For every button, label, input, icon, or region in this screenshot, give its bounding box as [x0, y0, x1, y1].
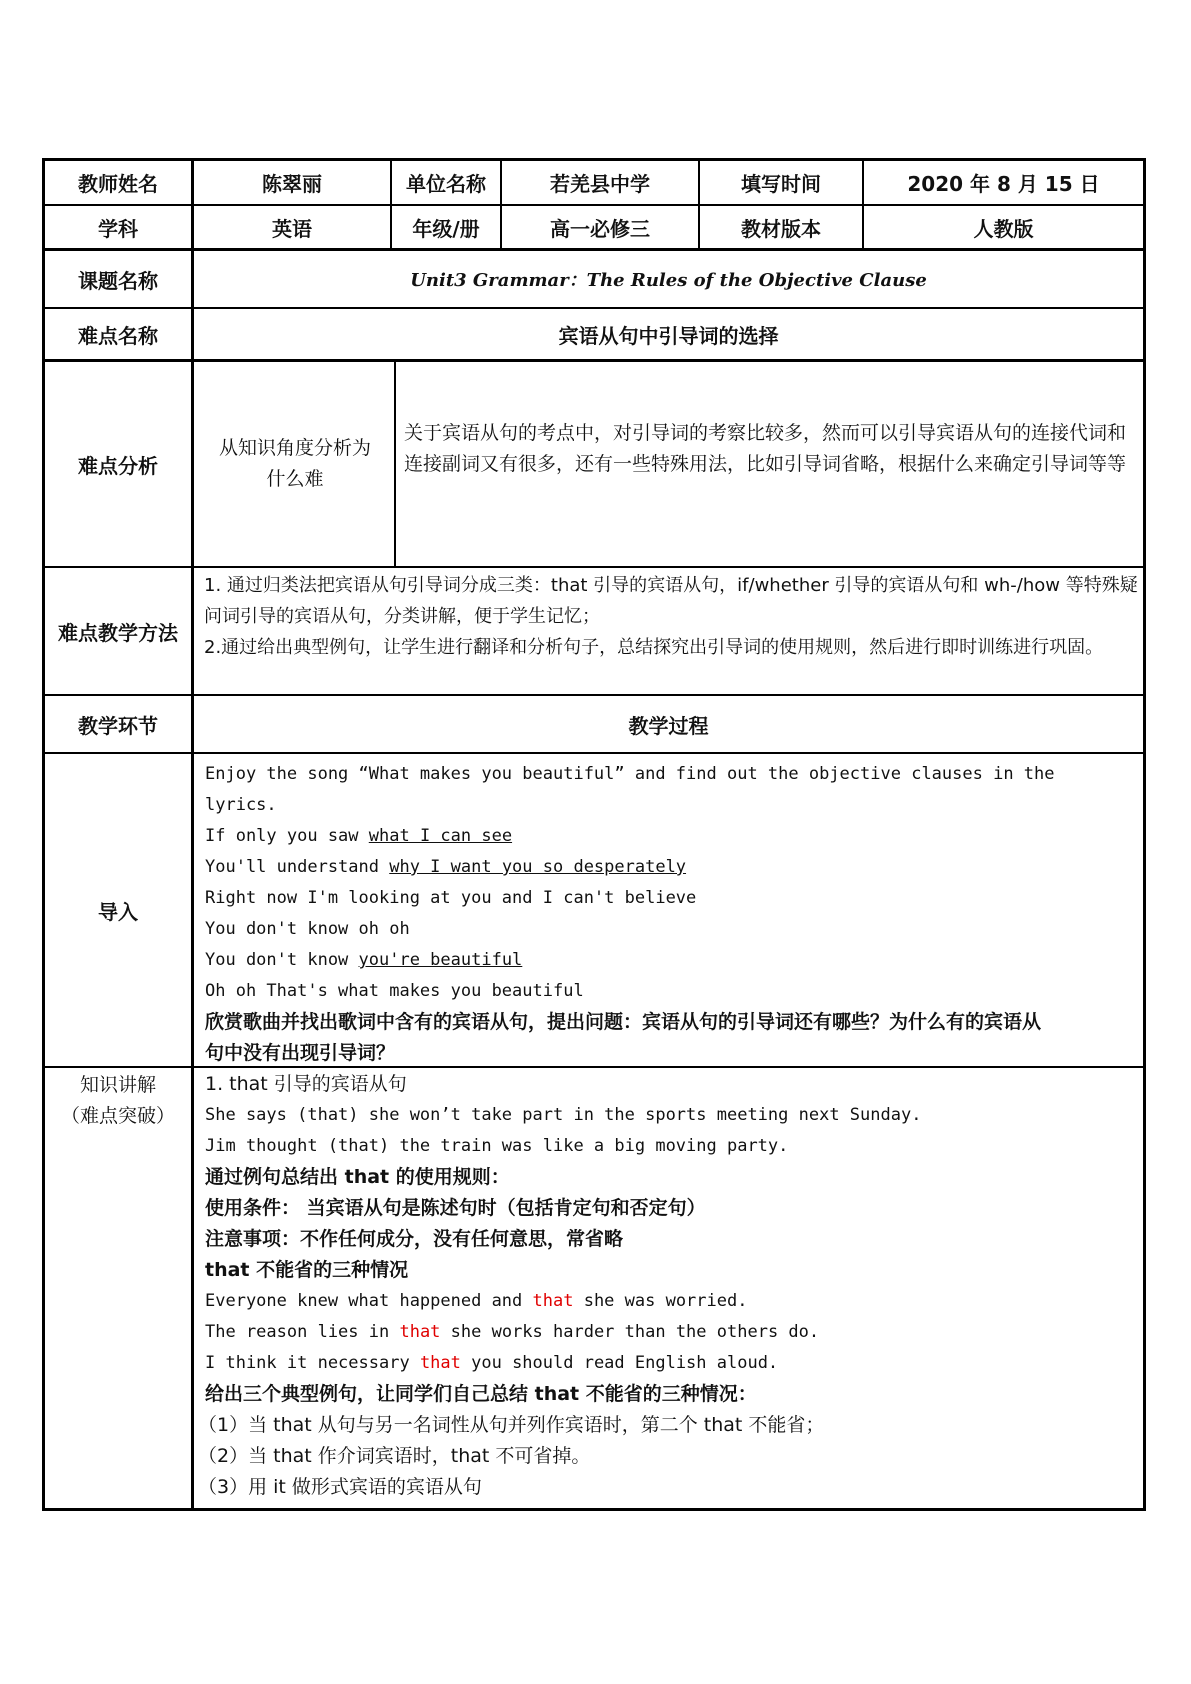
teacher-name-label: 教师姓名 [78, 172, 158, 196]
knowledge-line: （1）当 that 从句与另一名词性从句并列作宾语时，第二个 that 不能省； [198, 1414, 825, 1436]
intro-line: You don't know you're beautiful [205, 950, 523, 970]
process-section-title: 教学过程 [628, 713, 709, 738]
subject-value: 英语 [272, 216, 312, 241]
topic-title: Unit3 Grammar：The Rules of the Objective Clause [410, 270, 927, 291]
date-label: 填写时间 [741, 172, 821, 196]
intro-line: Enjoy the song “What makes you beautiful” and find out the objective clauses in the [205, 764, 1055, 784]
subject-label: 学科 [98, 216, 138, 241]
knowledge-line: She says (that) she won’t take part in the sports meeting next Sunday. [205, 1105, 922, 1125]
intro-label: 导入 [98, 899, 138, 924]
difficulty-label: 难点名称 [78, 323, 158, 348]
intro-line: lyrics. [205, 795, 277, 815]
process-section-label: 教学环节 [78, 713, 158, 738]
knowledge-line: （3）用 it 做形式宾语的宾语从句 [198, 1476, 482, 1498]
method-label: 难点教学方法 [58, 620, 178, 645]
knowledge-line: 注意事项：不作任何成分，没有任何意思，常省略 [205, 1228, 624, 1250]
knowledge-line: that 不能省的三种情况 [205, 1259, 409, 1281]
knowledge-line: The reason lies in that she works harder than the others do. [205, 1322, 820, 1342]
knowledge-line: （2）当 that 作介词宾语时，that 不可省掉。 [198, 1445, 591, 1467]
intro-line: 句中没有出现引导词？ [205, 1042, 396, 1064]
method-line-1: 1. 通过归类法把宾语从句引导词分成三类：that 引导的宾语从句，if/whether 引导的宾语从句和 wh-/how 等特殊疑问词引导的宾语从句，分类讲解，便于学生记忆； [204, 575, 1138, 627]
date-value: 2020 年 8 月 15 日 [907, 172, 1100, 196]
edition-value: 人教版 [973, 216, 1034, 241]
intro-line: You'll understand why I want you so desperately [205, 857, 687, 877]
analysis-text: 关于宾语从句的考点中，对引导词的考察比较多，然而可以引导宾语从句的连接代词和连接副词又有很多，还有一些特殊用法，比如引导词省略，根据什么来确定引导词等等 [404, 422, 1127, 475]
intro-line: Right now I'm looking at you and I can't believe [205, 888, 697, 908]
knowledge-label [45, 1070, 191, 1132]
knowledge-label-line: 知识讲解 [79, 1074, 156, 1096]
intro-line: 欣赏歌曲并找出歌词中含有的宾语从句，提出问题：宾语从句的引导词还有哪些？为什么有的宾语从 [205, 1011, 1042, 1033]
teacher-name-value: 陈翠丽 [262, 172, 322, 196]
difficulty-value: 宾语从句中引导词的选择 [558, 323, 779, 348]
edition-label: 教材版本 [741, 216, 821, 241]
knowledge-line: 给出三个典型例句，让同学们自己总结 that 不能省的三种情况： [205, 1383, 757, 1405]
unit-name-value: 若羌县中学 [550, 172, 650, 196]
unit-name-label: 单位名称 [406, 172, 486, 196]
analysis-sub-label: 从知识角度分析为什么难 [218, 437, 371, 490]
knowledge-label-line: （难点突破） [60, 1105, 175, 1127]
intro-line: Oh oh That's what makes you beautiful [205, 981, 584, 1001]
intro-line: If only you saw what I can see [205, 826, 513, 846]
knowledge-line: 1. that 引导的宾语从句 [205, 1073, 407, 1095]
topic-label: 课题名称 [78, 268, 158, 293]
analysis-label: 难点分析 [78, 453, 158, 478]
grade-value: 高一必修三 [550, 216, 650, 241]
intro-line: You don't know oh oh [205, 919, 410, 939]
knowledge-line: Jim thought (that) the train was like a big moving party. [205, 1136, 789, 1156]
grade-label: 年级/册 [412, 216, 480, 241]
knowledge-line: I think it necessary that you should read English aloud. [205, 1353, 779, 1373]
knowledge-line: Everyone knew what happened and that she was worried. [205, 1291, 748, 1311]
method-line-2: 2.通过给出典型例句，让学生进行翻译和分析句子，总结探究出引导词的使用规则，然后进行即时训练进行巩固。 [204, 637, 1104, 658]
knowledge-line: 使用条件： 当宾语从句是陈述句时（包括肯定句和否定句） [205, 1197, 706, 1219]
knowledge-line: 通过例句总结出 that 的使用规则： [205, 1166, 510, 1188]
